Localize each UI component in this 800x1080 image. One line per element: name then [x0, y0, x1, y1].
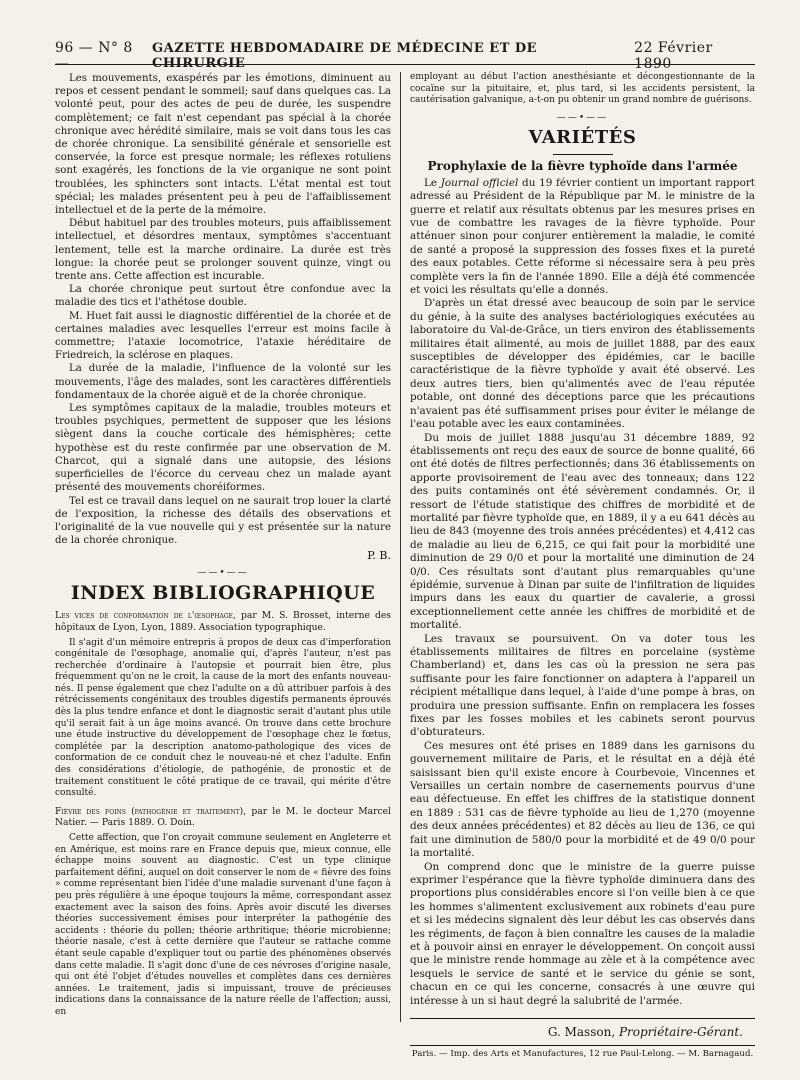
publisher-role: Propriétaire-Gérant. [615, 1024, 743, 1039]
reference-entry [55, 806, 391, 829]
reference-entry [55, 610, 391, 633]
paragraph [410, 177, 755, 298]
title-rule [553, 154, 613, 155]
section-ornament: ——•—— [197, 568, 249, 579]
publisher-line [410, 1019, 755, 1045]
issue-date: 22 Février 1890 [634, 40, 713, 72]
paragraph: Tel est ce travail dans lequel on ne saurait trop louer la clarté de l'exposition, la richesse des détails des observations et l'originalité de la vue nouvelle qui y est présentée sur la nature de la chorée chronique. [55, 495, 391, 547]
varietes-title: VARIÉTÉS [528, 126, 637, 148]
paragraph: On comprend donc que le ministre de la guerre puisse exprimer l'espérance que la fièvre typhoïde diminuera dans des proportions plus considérables encore si l'on veille bien à ce que les hommes s'alimentent exclusivement aux robinets d'eau pure et si les médecins signalent dès leur début les cas observés dans les régiments, de façon à bien connaître les causes de la maladie et à pouvoir ainsi en enrayer le développement. On conçoit aussi que le ministre rende hommage au zèle et à la compétence avec lesquels le service de santé et le service du génie se sont, chacun en ce qui les concerne, consacrés à une œuvre qui intéresse à un si haut degré la salubrité de l'armée. [410, 860, 755, 1007]
paragraph: Début habituel par des troubles moteurs, puis affaiblissement intellectuel, et désordres mentaux, symptômes s'accentuant lentement, telle est la marche ordinaire. La durée est très longue: la chorée peut se prolonger souvent quinze, vingt ou trente ans. Cette affection est incurable. [55, 218, 391, 283]
reference-review: Il s'agit d'un mémoire entrepris à propos de deux cas d'imperforation congénitale de l'œsophage, anomalie qui, d'après l'auteur, n'est pas recherchée d'ordinaire à l'autopsie et pourrait bien être, plus fréquemment qu'on ne le croit, la cause de la mort des enfants nouveau-nés. Il pense également que chez l'adulte on a dû attribuer parfois à des rétrécissements congénitaux des troubles digestifs permanents éprouvés dès la plus tendre enfance et dont le diagnostic serait d'autant plus utile qu'il serait fait à un âge moins avancé. On trouve dans cette brochure une étude instructive du développement de l'œsophage chez le fœtus, complétée par la description anatomo-pathologique des vices de conformation de ce conduit chez le nouveau-né et chez l'adulte. Enfin des considérations d'étiologie, de pathogénie, de pronostic et de traitement constituent le côté pratique de ce travail, qui mérite d'être consulté. [55, 637, 391, 799]
column-divider [400, 72, 401, 1022]
right-column [410, 72, 755, 1060]
reference-details: par M. S. Brosset, interne des hôpitaux de Lyon, Lyon, 1889. Association typographique. [55, 610, 392, 633]
text-run: Le [424, 176, 441, 189]
reference-title: Les vices de conformation de l'œsophage, [55, 610, 236, 622]
publisher-name: G. Masson, [547, 1024, 616, 1039]
section-ornament: ——•—— [556, 112, 609, 123]
index-title: INDEX BIBLIOGRAPHIQUE [70, 582, 376, 605]
paragraph: M. Huet fait aussi le diagnostic différentiel de la chorée et de certaines maladies avec lesquelles l'erreur est moins facile à commettre; l'ataxie locomotrice, l'ataxie héréditaire de Friedreich, la sclérose en plaques. [55, 310, 391, 362]
reference-title: Fièvre des foins (pathogénie et traitement), [55, 805, 247, 817]
paragraph: La chorée chronique peut surtout être confondue avec la maladie des tics et l'athétose double. [55, 284, 391, 309]
left-column [55, 72, 391, 1019]
paragraph: La durée de la maladie, l'influence de la volonté sur les mouvements, l'âge des malades, sont les caractères différentiels fondamentaux de la chorée aiguë et de la chorée chronique. [55, 363, 391, 401]
paragraph: Les travaux se poursuivent. On va doter tous les établissements militaires de filtres en porcelaine (système Chamberland) et, dans les cas où la pression ne sera pas suffisante pour les faire fonctionner on adaptera à l'appareil un récipient métallique dans lequel, à l'aide d'une pompe à bras, on produira une pression suffisante. Enfin on remplacera les fosses fixes par les fosses mobiles et les cabinets seront pourvus d'obturateurs. [410, 632, 755, 739]
text-run: du 19 février contient un important rapport adressé au Président de la République par M. le ministre de la guerre et relatif aux résultats obtenus par les mesures prises en vue de combattre les ravages de la fièvre typhoïde. Pour atténuer sinon pour conjurer entièrement la maladie, le comité de santé a proposé la suppression des fosses fixes et la pureté des eaux potables. Cette réforme si nécessaire sera à peu près complète vers la fin de l'année 1890. Elle a déjà été commencée et voici les résultats qu'elle a donnés. [410, 176, 755, 297]
signature: P. B. [367, 549, 391, 563]
paragraph: Les mouvements, exaspérés par les émotions, diminuent au repos et cessent pendant le sommeil; sauf dans quelques cas. La volonté peut, pour des actes de peu de durée, les suspendre complètement; ce fait n'est cependant pas spécial à la chorée chronique avec hérédité similaire, mais se voit dans tous les cas de chorée chronique. La sensibilité générale et sensorielle est conservée, la force est presque normale; les réflexes rotuliens sont exagérés, les fonctions de la vie organique ne sont point troublées, les sphincters sont intacts. L'état mental est tout spécial; les malades présentent peu à peu de l'affaiblissement intellectuel et de la perte de la mémoire. [55, 73, 391, 217]
paragraph: employant au début l'action anesthésiante et décongestionnante de la cocaïne sur la pituitaire, et, plus tard, si les accidents persistent, la cautérisation galvanique, a-t-on pu obtenir un grand nombre de guérisons. [410, 72, 755, 106]
article-title: Prophylaxie de la fièvre typhoïde dans l'armée [427, 158, 738, 173]
reference-details: par le M. le docteur Marcel Natier. — Paris 1889. O. Doin. [55, 805, 391, 829]
page-number: 96 — N° 8 — [55, 40, 133, 72]
paragraph: Les symptômes capitaux de la maladie, troubles moteurs et troubles psychiques, permettent de supposer que les lésions siègent dans la couche corticale des hémisphères; cette hypothèse est du reste confirmée par une observation de M. Charcot, qui a signalé dans une autopsie, des lésions superficielles de l'écorce du cerveau chez un malade ayant présenté des mouvements choréiformes. [55, 403, 391, 494]
paragraph: D'après un état dressé avec beaucoup de soin par le service du génie, à la suite des analyses bactériologiques exécutées au laboratoire du Val-de-Grâce, un tiers environ des établissements militaires était alimenté, au mois de juillet 1888, par des eaux susceptibles de développer des épidémies, car le bacille caractéristique de la fièvre typhoïde y avait été observé. Les deux autres tiers, bien qu'alimentés avec de l'eau réputée potable, ont donné des déceptions parce que les précautions n'avaient pas été suffisamment prises pour éviter le mélange de l'eau potable avec les eaux contaminées. [410, 297, 755, 431]
paragraph: Ces mesures ont été prises en 1889 dans les garnisons du gouvernement militaire de Paris, et le résultat en a déjà été saisissant bien qu'il existe encore à Courbevoie, Vincennes et Versailles un certain nombre de casernements pourvus d'une eau défectueuse. En effet les chiffres de la statistique donnent en 1889 : 531 cas de fièvre typhoïde au lieu de 1,270 (moyenne des deux années précédentes) et 82 décès au lieu de 136, ce qui fait une diminution de 580/0 pour la morbidité et de 49 0/0 pour la mortalité. [410, 739, 755, 860]
header-rule [55, 64, 755, 65]
reference-review: Cette affection, que l'on croyait commune seulement en Angleterre et en Amérique, est moins rare en France depuis que, mieux connue, elle échappe moins souvent au diagnostic. C'est un type clinique parfaitement défini, auquel on doit conserver le nom de « fièvre des foins » comme représentant bien l'idée d'une maladie survenant d'une façon à peu près régulière à une époque toujours la même, correspondant assez exactement avec la saison des foins. Après avoir discuté les diverses théories successivement émises pour interpréter la pathogénie des accidents : théorie du pollen; théorie arthritique; théorie microbienne; théorie nasale, c'est à cette dernière que l'auteur se rattache comme étant seule capable d'expliquer tout ou partie des phénomènes observés dans cette maladie. Il s'agit donc d'une de ces névroses d'origine nasale, qui ont été l'objet d'études nouvelles et complètes dans ces dernières années. Le traitement, jadis si impuissant, trouve de précieuses indications dans la connaissance de la nature réelle de l'affection; aussi, en [55, 833, 391, 1017]
printer-imprint: Paris. — Imp. des Arts et Manufactures, 12 rue Paul-Lelong. — M. Barnagaud. [410, 1045, 755, 1060]
paragraph: Du mois de juillet 1888 jusqu'au 31 décembre 1889, 92 établissements ont reçu des eaux de source de bonne qualité, 66 ont été dotés de filtres perfectionnés; dans 36 établissements on apporte provisoirement de l'eau avec des tonneaux; dans 122 des puits contaminés ont été sévèrement condamnés. Or, il ressort de l'étude statistique des chiffres de morbidité et de mortalité par fièvre typhoïde que, en 1889, il y a eu 641 décès au lieu de 843 (moyenne des trois années précédentes) et 4,412 cas de maladie au lieu de 6,215, ce qui fait pour la morbidité une diminution de 29 0/0 et pour la mortalité une diminution de 24 0/0. Ces résultats sont d'autant plus remarquables qu'une épidémie, survenue à Dinan par suite de l'infiltration de liquides impurs dans les eaux du quartier de cavalerie, a grossi exceptionnellement cette année les chiffres de morbidité et de mortalité. [410, 431, 755, 632]
journal-title: GAZETTE HEBDOMADAIRE DE MÉDECINE ET DE CHIRURGIE [152, 41, 538, 71]
running-header [55, 40, 755, 72]
journal-name: Journal officiel [440, 176, 519, 189]
